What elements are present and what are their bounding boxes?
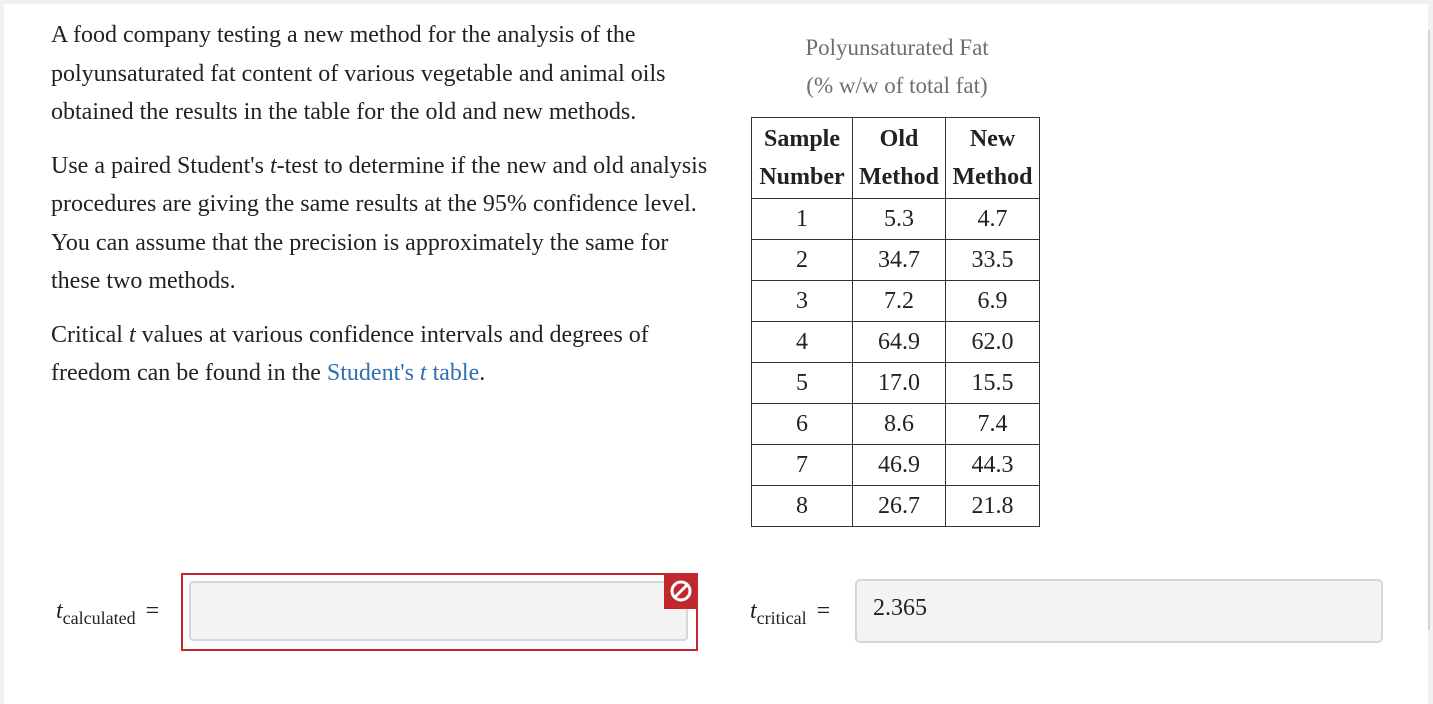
p2-text-b: -test to determine if the new and old analysis procedures are giving the same results at the 95% confidence level. You can assume that the precision is approximately the same for these two methods. (51, 152, 708, 294)
cell-old: 26.7 (853, 486, 946, 527)
equals-sign: = (145, 598, 160, 624)
cell-old: 34.7 (853, 240, 946, 281)
p2-t-symbol: t (269, 152, 277, 179)
table-header-row (752, 118, 1040, 199)
table-caption (752, 29, 1042, 105)
header-line: New (969, 126, 1016, 152)
t-symbol: t (750, 598, 757, 624)
question-paragraph-1: A food company testing a new method for the analysis of the polyunsaturated fat content of various vegetable and animal oils obtained the results in the table for the old and new methods. (51, 22, 666, 125)
question-paragraph-3 (51, 316, 711, 393)
caption-line-2: (% w/w of total fat) (806, 73, 988, 98)
p3-period: . (479, 360, 486, 386)
cell-sample: 2 (752, 240, 853, 281)
scroll-edge (1428, 30, 1430, 630)
table-row (752, 363, 1040, 404)
equals-sign: = (816, 598, 831, 624)
table-row (752, 445, 1040, 486)
cell-new: 44.3 (946, 445, 1040, 486)
cell-new: 4.7 (946, 199, 1040, 240)
header-line: Sample (763, 126, 840, 152)
caption-line-1: Polyunsaturated Fat (805, 35, 989, 60)
t-calculated-input[interactable] (189, 581, 688, 641)
header-old-method (853, 118, 946, 199)
t-critical-label (750, 598, 831, 628)
cell-old: 5.3 (853, 199, 946, 240)
link-text-a: Student's (326, 360, 420, 386)
header-line: Old (879, 126, 919, 152)
critical-subscript: critical (756, 608, 807, 628)
p2-text-a: Use a paired Student's (51, 152, 270, 179)
header-line: Method (859, 164, 939, 190)
cell-new: 33.5 (946, 240, 1040, 281)
cell-sample: 1 (752, 199, 853, 240)
question-paragraph-2 (51, 147, 711, 301)
cell-new: 15.5 (946, 363, 1040, 404)
question-text (51, 16, 711, 408)
table-row (752, 199, 1040, 240)
table-row (752, 240, 1040, 281)
fat-data-table (751, 117, 1040, 527)
table-row (752, 404, 1040, 445)
header-sample-number (752, 118, 853, 199)
cell-sample: 8 (752, 486, 853, 527)
cell-old: 46.9 (853, 445, 946, 486)
p3-text-b: values at various confidence intervals and degrees of freedom can be found in the (51, 321, 649, 386)
cell-sample: 4 (752, 322, 853, 363)
students-t-table-link[interactable] (327, 360, 479, 386)
p3-text-a: Critical (51, 321, 129, 348)
cell-old: 7.2 (853, 281, 946, 322)
cell-sample: 7 (752, 445, 853, 486)
cell-sample: 3 (752, 281, 853, 322)
prohibited-icon (664, 573, 698, 609)
cell-new: 7.4 (946, 404, 1040, 445)
cell-new: 21.8 (946, 486, 1040, 527)
header-line: Method (952, 164, 1033, 190)
t-calculated-error-frame (181, 573, 698, 651)
cell-new: 6.9 (946, 281, 1040, 322)
p3-t-symbol: t (128, 321, 136, 348)
cell-sample: 6 (752, 404, 853, 445)
header-line: Number (759, 164, 845, 190)
header-new-method (946, 118, 1040, 199)
cell-sample: 5 (752, 363, 853, 404)
t-critical-value-field: 2.365 (855, 579, 1383, 643)
table-row (752, 322, 1040, 363)
cell-old: 64.9 (853, 322, 946, 363)
t-calculated-label (56, 598, 160, 628)
calculated-subscript: calculated (62, 608, 136, 628)
t-symbol: t (56, 598, 63, 624)
table-row (752, 486, 1040, 527)
cell-old: 17.0 (853, 363, 946, 404)
link-text-b: table (426, 360, 480, 386)
cell-old: 8.6 (853, 404, 946, 445)
cell-new: 62.0 (946, 322, 1040, 363)
link-t-symbol: t (419, 360, 427, 386)
error-icon (664, 573, 698, 609)
table-row (752, 281, 1040, 322)
